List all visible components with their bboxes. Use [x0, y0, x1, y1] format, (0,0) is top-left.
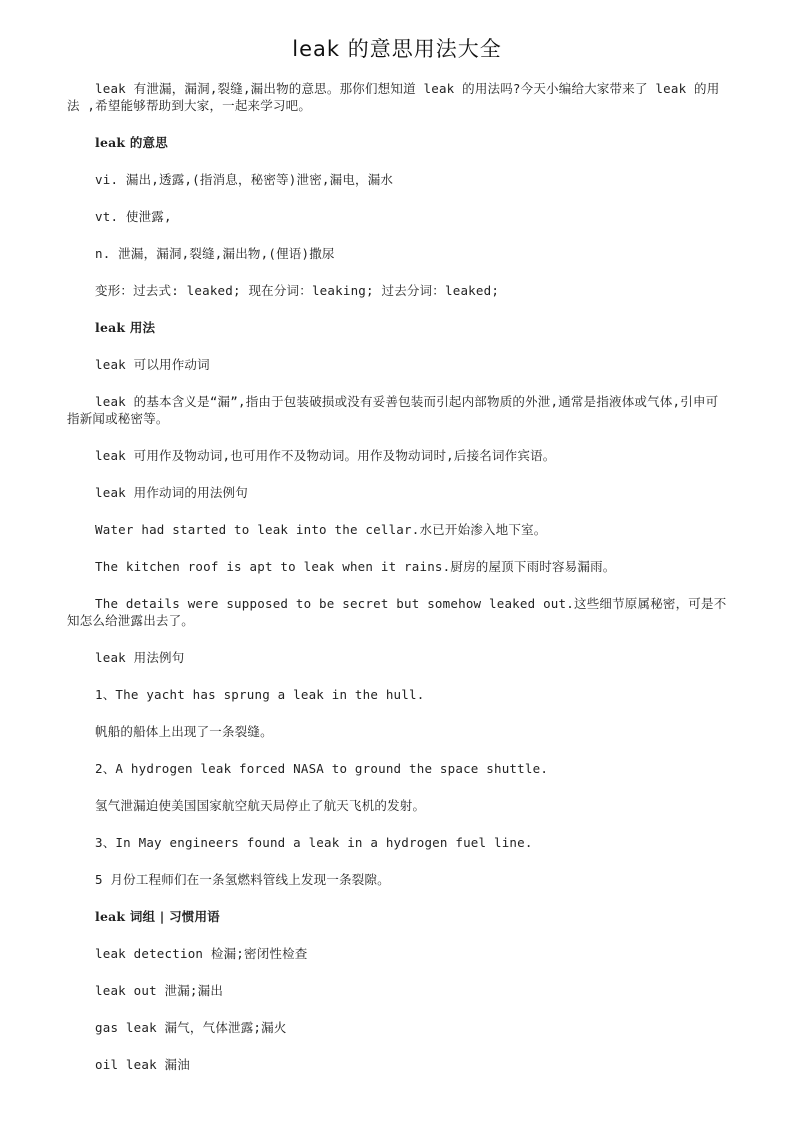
section-heading: leak 用法	[95, 320, 156, 335]
paragraph: leak detection 检漏;密闭性检查	[95, 946, 308, 961]
paragraph: 1、The yacht has sprung a leak in the hull.	[95, 687, 425, 702]
paragraph: 3、In May engineers found a leak in a hydrogen fuel line.	[95, 835, 533, 850]
paragraph: Water had started to leak into the cellar.水已开始渗入地下室。	[95, 522, 547, 537]
paragraph: 变形：过去式: leaked; 现在分词：leaking; 过去分词：leaked;	[95, 283, 500, 298]
document-body	[67, 80, 727, 1093]
paragraph: 2、A hydrogen leak forced NASA to ground the space shuttle.	[95, 761, 549, 776]
section-heading: leak 的意思	[95, 135, 168, 150]
paragraph: leak 的基本含义是“漏”,指由于包装破损或没有妥善包装而引起内部物质的外泄,通常是指液体或气体,引申可指新闻或秘密等。	[67, 394, 719, 426]
paragraph: oil leak 漏油	[95, 1057, 190, 1072]
paragraph: The kitchen roof is apt to leak when it rains.厨房的屋顶下雨时容易漏雨。	[95, 559, 616, 574]
paragraph: vi. 漏出,透露,(指消息，秘密等)泄密,漏电，漏水	[95, 172, 394, 187]
paragraph: leak 有泄漏，漏洞,裂缝,漏出物的意思。那你们想知道 leak 的用法吗?今天小编给大家带来了 leak 的用法 ,希望能够帮助到大家，一起来学习吧。	[67, 81, 720, 113]
paragraph: The details were supposed to be secret but somehow leaked out.这些细节原属秘密，可是不知怎么给泄露出去了。	[67, 596, 727, 628]
paragraph: vt. 使泄露,	[95, 209, 172, 224]
paragraph: 帆船的船体上出现了一条裂缝。	[95, 724, 273, 739]
paragraph: leak 用作动词的用法例句	[95, 485, 248, 500]
paragraph: leak out 泄漏;漏出	[95, 983, 224, 998]
paragraph: leak 用法例句	[95, 650, 185, 665]
paragraph: 5 月份工程师们在一条氢燃料管线上发现一条裂隙。	[95, 872, 390, 887]
paragraph: leak 可用作及物动词,也可用作不及物动词。用作及物动词时,后接名词作宾语。	[95, 448, 556, 463]
page-title: leak 的意思用法大全	[292, 37, 502, 61]
section-heading: leak 词组 | 习惯用语	[95, 909, 220, 924]
paragraph: gas leak 漏气，气体泄露;漏火	[95, 1020, 287, 1035]
paragraph: 氢气泄漏迫使美国国家航空航天局停止了航天飞机的发射。	[95, 798, 426, 813]
paragraph: n. 泄漏，漏洞,裂缝,漏出物,(俚语)撒尿	[95, 246, 335, 261]
paragraph: leak 可以用作动词	[95, 357, 210, 372]
